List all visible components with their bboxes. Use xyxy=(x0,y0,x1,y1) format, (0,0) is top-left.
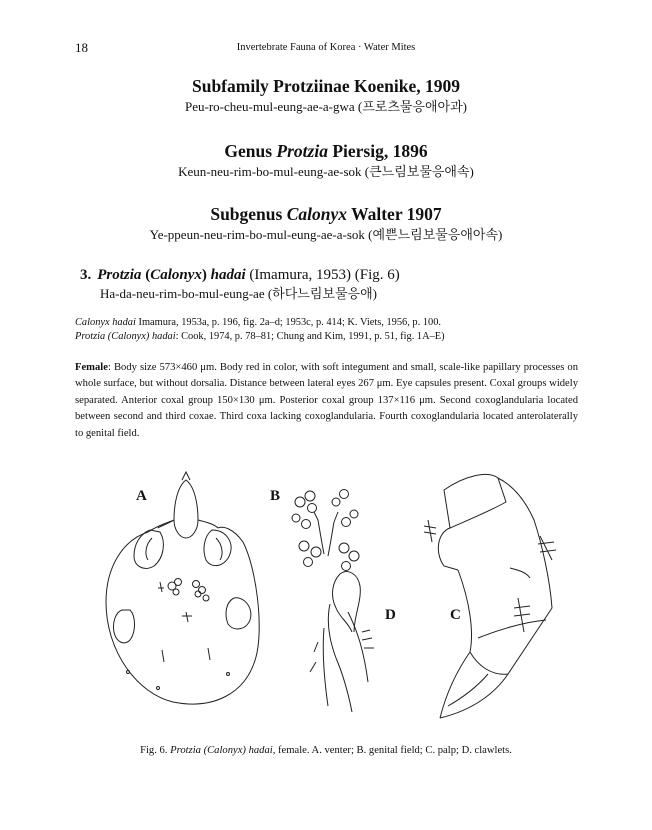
panel-a-venter-drawing xyxy=(106,472,259,704)
page-number: 18 xyxy=(75,40,88,55)
reference-line: Calonyx hadai Imamura, 1953a, p. 196, fig. 2a–d; 1953c, p. 414; K. Viets, 1956, p. 100. xyxy=(75,317,441,328)
genus-title: Genus Protzia Piersig, 1896 xyxy=(224,141,428,161)
figure-caption: Fig. 6. Protzia (Calonyx) hadai, female. A. venter; B. genital field; C. palp; D. clawlets. xyxy=(140,745,512,756)
female-description: Female: Body size 573×460 μm. Body red in color, with soft integument and small, scale-like papillary processes on whole surface, but without dorsalia. Distance between lateral eyes 267 μm. Eye capsules present. Coxal groups widely separated. Anterior coxal group 150×130 μm. Posterior coxal group 137×116 μm. Second coxoglandularia located between second and third coxae. Third coxa lacking coxoglandularia. Fourth coxoglandularia located anterolaterally to genital field. xyxy=(75,362,578,439)
synonymy-references xyxy=(75,316,585,344)
page-header xyxy=(0,40,652,60)
species-heading xyxy=(80,265,600,303)
species-korean-name: Ha-da-neu-rim-bo-mul-eung-ae (하다느림보물응애) xyxy=(100,286,377,301)
genus-name: Protzia xyxy=(276,141,328,161)
reference-line: Protzia (Calonyx) hadai: Cook, 1974, p. 78–81; Chung and Kim, 1991, p. 51, fig. 1A–E) xyxy=(75,331,445,342)
panel-b-genital-field-drawing xyxy=(292,490,359,571)
panel-c-palp-drawing xyxy=(424,474,556,718)
genus-block xyxy=(0,140,652,181)
subgenus-title: Subgenus Calonyx Walter 1907 xyxy=(210,204,442,224)
panel-label-d: D xyxy=(385,607,396,623)
species-number: 3. xyxy=(80,267,92,283)
subgenus-block xyxy=(0,203,652,244)
species-title: 3. Protzia (Calonyx) hadai (Imamura, 1953) (Fig. 6) xyxy=(80,267,400,283)
subfamily-title: Subfamily Protziinae Koenike, 1909 xyxy=(191,76,460,96)
panel-label-b: B xyxy=(270,488,281,504)
subgenus-name: Calonyx xyxy=(286,204,348,224)
subgenus-korean-name: Ye-ppeun-neu-rim-bo-mul-eung-ae-a-sok (예쁜느림보물응애아속) xyxy=(149,227,503,242)
panel-d-clawlets-drawing xyxy=(310,572,374,712)
panel-label-a: A xyxy=(136,488,147,504)
genus-korean-name: Keun-neu-rim-bo-mul-eung-ae-sok (큰느림보물응애속) xyxy=(178,164,474,179)
subfamily-korean-name: Peu-ro-cheu-mul-eung-ae-a-gwa (프로츠물응애아과) xyxy=(184,99,467,114)
subfamily-block xyxy=(0,75,652,116)
panel-label-c: C xyxy=(450,607,461,623)
figure-6 xyxy=(78,462,578,732)
figure-illustration xyxy=(78,462,578,732)
running-title: Invertebrate Fauna of Korea · Water Mites xyxy=(236,42,416,53)
